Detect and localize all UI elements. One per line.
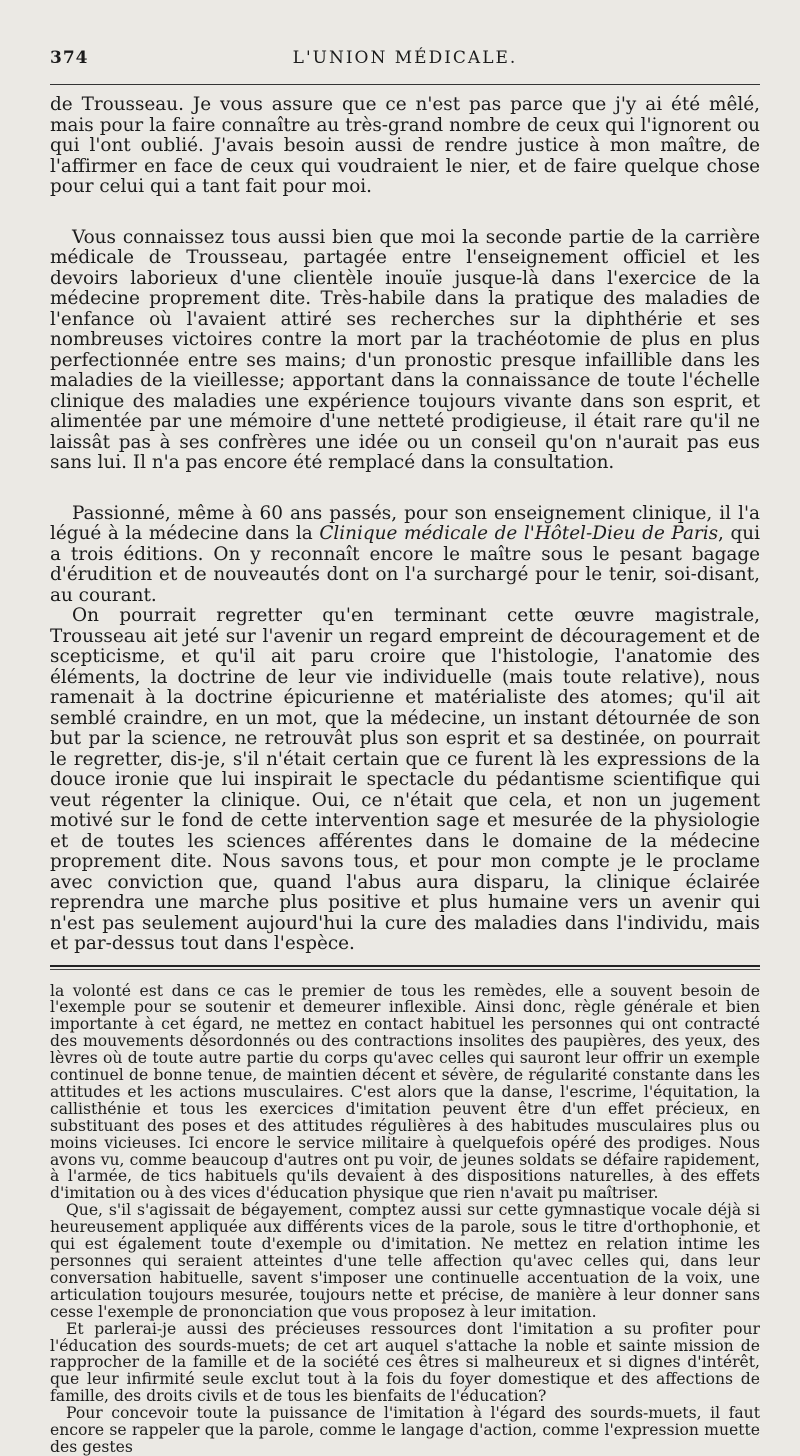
paragraph: Vous connaissez tous aussi bien que moi la seconde partie de la carrière médicale de Trousseau, partagée entre l'enseignement officiel et les devoirs laborieux d'une clientèle inouïe jusque-là dans l'exercice de la médecine proprement dite. Très-habile dans la pratique des maladies de l'enfance où l'avaient attiré ses recherches sur la diphthérie et ses nombreuses victoires contre la mort par la trachéotomie de plus en plus perfectionnée entre ses mains; d'un pronostic presque infaillible dans les maladies de la vieillesse; apportant dans la connaissance de toute l'échelle clinique des maladies une expérience toujours vivante dans son esprit, et alimentée par une mémoire d'une netteté prodigieuse, il était rare qu'il ne laissât pas à ses confrères une idée ou un conseil qu'on n'aurait pas eus sans lui. Il n'a pas encore été remplacé dans la consultation. <box>50 226 760 473</box>
page-number: 374 <box>50 48 89 68</box>
footnote-paragraph: Pour concevoir toute la puissance de l'imitation à l'égard des sourds-muets, il faut encore se rappeler que la parole, comme le langage d'action, comme l'expression muette des gestes <box>50 1404 760 1456</box>
book-title: Clinique médicale de l'Hôtel-Dieu de Paris <box>319 523 719 544</box>
header-rule <box>50 84 760 85</box>
footnote-paragraph: la volonté est dans ce cas le premier de tous les remèdes, elle a souvent besoin de l'exemple pour se soutenir et demeurer inflexible. Ainsi donc, règle générale et bien importante à cet égard, ne mettez en contact habituel les personnes qui ont contracté des mouvements désordonnés ou des contractions insolites des paupières, des yeux, des lèvres où de toute autre partie du corps qu'avec celles qui sauront leur offrir un exemple continuel de bonne tenue, de maintien décent et sévère, de régularité constante dans les attitudes et les actions musculaires. C'est alors que la danse, l'escrime, l'équitation, la callisthénie et tous les exercices d'imitation peuvent être d'un effet précieux, en substituant des poses et des attitudes régulières à des habitudes musculaires plus ou moins vicieuses. Ici encore le service militaire à quelquefois opéré des prodiges. Nous avons vu, comme beaucoup d'autres ont pu voir, de jeunes soldats se défaire rapidement, à l'armée, de tics habituels qu'ils devaient à des dispositions naturelles, à des effets d'imitation ou à des vices d'éducation physique que rien n'avait pu maîtriser. <box>50 981 760 1203</box>
main-text <box>50 95 760 955</box>
footnote-separator <box>50 965 760 973</box>
footnote-text <box>50 983 760 1456</box>
page-header <box>50 48 760 78</box>
paragraph: On pourrait regretter qu'en terminant cette œuvre magistrale, Trousseau ait jeté sur l'avenir un regard empreint de découragement et de scepticisme, et qu'il ait paru croire que l'histologie, l'anatomie des éléments, la doctrine de leur vie individuelle (mais toute relative), nous ramenait à la doctrine épicurienne et matérialiste des atomes; qu'il ait semblé craindre, en un mot, que la médecine, un instant détournée de son but par la science, ne retrouvât plus son esprit et sa destinée, on pourrait le regretter, dis-je, s'il n'était certain que ce furent là les expressions de la douce ironie que lui inspirait le spectacle du pédantisme scientifique qui veut régenter la clinique. Oui, ce n'était que cela, et non un jugement motivé sur le fond de cette intervention sage et mesurée de la physiologie et de toutes les sciences afférentes dans le domaine de la médecine proprement dite. Nous savons tous, et pour mon compte je le proclame avec conviction que, quand l'abus aura disparu, la clinique éclairée reprendra une marche plus positive et plus humaine vers un avenir qui n'est pas seulement aujourd'hui la cure des maladies dans l'individu, mais et par-dessus tout dans l'espèce. <box>50 605 760 954</box>
footnote-paragraph: Que, s'il s'agissait de bégayement, comptez aussi sur cette gymnastique vocale déjà si heureusement appliquée aux différents vices de la parole, sous le titre d'orthophonie, et qui est également toute d'exemple ou d'imitation. Ne mettez en relation intime les personnes qui seraient atteintes d'une telle affection qu'avec celles qui, dans leur conversation habituelle, savent s'imposer une continuelle accentuation de la voix, une articulation toujours mesurée, toujours nette et précise, de manière à leur donner sans cesse l'exemple de prononciation que vous proposez à leur imitation. <box>50 1201 760 1321</box>
running-title: L'UNION MÉDICALE. <box>292 48 518 68</box>
footnote-paragraph: Et parlerai-je aussi des précieuses ressources dont l'imitation a su profiter pour l'éducation des sourds-muets; de cet art auquel s'attache la noble et sainte mission de rapprocher de la famille et de la société ces êtres si malheureux et si dignes d'intérêt, que leur infirmité seule exclut tout à la fois du foyer domestique et des affections de famille, des droits civils et de tous les bienfaits de l'éducation? <box>50 1319 760 1406</box>
paragraph <box>50 504 760 607</box>
paragraph: de Trousseau. Je vous assure que ce n'est pas parce que j'y ai été mêlé, mais pour la faire connaître au très-grand nombre de ceux qui l'ignorent ou qui l'ont oublié. J'avais besoin aussi de rendre justice à mon maître, de l'affirmer en face de ceux qui voudraient le nier, et de faire quelque chose pour celui qui a tant fait pour moi. <box>50 94 760 197</box>
text-run: , qui a trois éditions. On y reconnaît encore le maître sous le pesant bagage d'érudition et de nouveautés dont on l'a surchargé pour le tenir, soi-disant, au courant. <box>50 523 760 606</box>
text-run: Passionné, même à 60 ans passés, pour son enseignement clinique, il l'a légué à la médecine dans la <box>50 502 760 544</box>
